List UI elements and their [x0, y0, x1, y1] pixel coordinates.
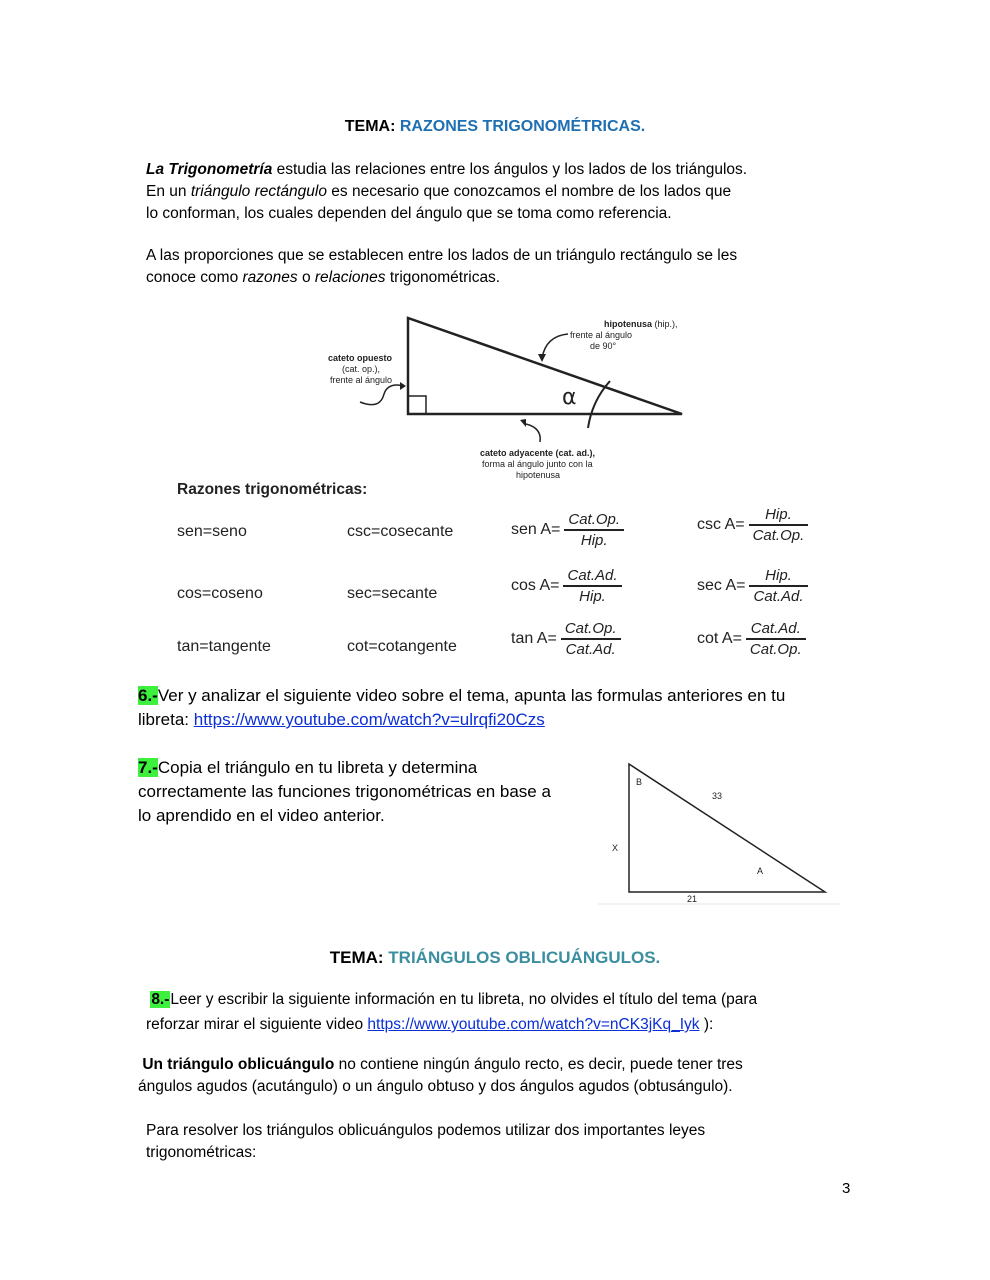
intro-italic: triángulo rectángulo	[190, 183, 327, 200]
alpha-symbol: α	[562, 385, 577, 410]
formula-label: cos A=	[511, 577, 560, 595]
formula-label: sen A=	[511, 521, 561, 539]
hyp-arrowhead	[538, 354, 546, 362]
question-text: ):	[699, 1016, 714, 1033]
formula-label: tan A=	[511, 630, 557, 648]
formula-label: sec A=	[697, 577, 746, 595]
question-number: 8.-	[151, 991, 170, 1008]
hyp-label-2: frente al ángulo	[570, 330, 633, 340]
fraction	[746, 620, 806, 658]
formula-sec	[697, 567, 808, 605]
formula-cos	[511, 567, 622, 605]
question-8	[146, 987, 846, 1037]
ratio-name: csc=cosecante	[347, 523, 454, 540]
oblique-text: no contiene ningún ángulo recto, es decir, puede tener tres	[334, 1056, 743, 1073]
exercise-triangle	[598, 755, 840, 907]
denominator: Cat.Op.	[752, 527, 805, 544]
trig-term: La Trigonometría	[146, 161, 273, 178]
formula-label: csc A=	[697, 516, 745, 534]
denominator: Hip.	[579, 588, 606, 605]
hyp-label-1: hipotenusa (hip.),	[604, 319, 678, 329]
vertex-b-label: B	[636, 777, 643, 787]
question-text: libreta:	[138, 710, 194, 729]
numerator: Cat.Op.	[561, 620, 621, 640]
oblique-text: ángulos agudos (acutángulo) o un ángulo obtuso y dos ángulos agudos (obtusángulo).	[138, 1078, 733, 1095]
intro-paragraph-2	[146, 245, 866, 289]
formula-tan	[511, 620, 621, 658]
intro-text: conoce como	[146, 269, 243, 286]
fraction	[563, 567, 621, 605]
question-text: reforzar mirar el siguiente video	[146, 1016, 368, 1033]
formula-sen	[511, 511, 624, 549]
opp-arrowhead	[400, 382, 406, 390]
intro-text: A las proporciones que se establecen entre los lados de un triángulo rectángulo se les	[146, 247, 738, 264]
oblique-text: trigonométricas:	[146, 1144, 257, 1161]
oblique-definition	[138, 1054, 858, 1098]
ratio-name: cos=coseno	[177, 585, 263, 602]
question-text: Leer y escribir la siguiente información en tu libreta, no olvides el título del tema (para	[170, 991, 758, 1008]
ratio-name: tan=tangente	[177, 638, 271, 655]
denominator: Cat.Op.	[749, 641, 802, 658]
numerator: Hip.	[749, 567, 807, 587]
numerator: Hip.	[749, 506, 809, 526]
numerator: Cat.Op.	[564, 511, 624, 531]
vertex-a-label: A	[757, 866, 764, 876]
numerator: Cat.Ad.	[746, 620, 806, 640]
adj-label-1: cateto adyacente (cat. ad.),	[480, 448, 596, 458]
video-link-2[interactable]: https://www.youtube.com/watch?v=nCK3jKq_Iyk	[367, 1016, 700, 1033]
opp-label-3: frente al ángulo	[330, 375, 393, 385]
hypotenuse-length: 33	[712, 791, 723, 801]
intro-text: trigonométricas.	[385, 269, 501, 286]
title-topic: TRIÁNGULOS OBLICUÁNGULOS.	[388, 948, 661, 967]
oblique-text: Para resolver los triángulos oblicuángulos podemos utilizar dos importantes leyes	[146, 1122, 706, 1139]
video-link-1[interactable]: https://www.youtube.com/watch?v=ulrqfi20Czs	[193, 710, 545, 729]
question-6	[138, 684, 838, 732]
formula-csc	[697, 506, 808, 544]
question-number: 7.-	[138, 758, 158, 777]
title-label: TEMA:	[344, 118, 396, 135]
ratio-name: sec=secante	[347, 585, 438, 602]
question-text: correctamente las funciones trigonométricas en base a	[138, 782, 551, 801]
denominator: Cat.Ad.	[753, 588, 804, 605]
title-topic: RAZONES TRIGONOMÉTRICAS.	[399, 118, 646, 135]
razones-heading: Razones trigonométricas:	[177, 481, 368, 498]
adj-arrow	[526, 424, 540, 442]
base-length: 21	[687, 894, 698, 904]
intro-text: es necesario que conozcamos el nombre de los lados que	[326, 183, 732, 200]
question-text: Copia el triángulo en tu libreta y determina	[157, 758, 478, 777]
oblique-laws-intro	[146, 1120, 866, 1164]
formula-label: cot A=	[697, 630, 742, 648]
right-triangle-diagram	[320, 306, 700, 481]
opp-label-1: cateto opuesto	[328, 353, 393, 363]
denominator: Cat.Ad.	[565, 641, 616, 658]
intro-text: En un	[146, 183, 191, 200]
ratio-name: cot=cotangente	[347, 638, 457, 655]
formula-cot	[697, 620, 806, 658]
title-label: TEMA:	[329, 948, 384, 967]
intro-text: estudia las relaciones entre los ángulos y los lados de los triángulos.	[272, 161, 748, 178]
right-angle-marker	[408, 396, 426, 414]
hyp-arrow	[542, 334, 568, 358]
opp-arrow	[360, 385, 404, 405]
fraction	[749, 567, 807, 605]
intro-text: lo conforman, los cuales dependen del ángulo que se toma como referencia.	[146, 205, 672, 222]
fraction	[561, 620, 621, 658]
oblique-term: Un triángulo oblicuángulo	[142, 1056, 335, 1073]
question-number: 6.-	[138, 686, 158, 705]
adj-label-3: hipotenusa	[516, 470, 561, 480]
question-text: Ver y analizar el siguiente video sobre el tema, apunta las formulas anteriores en tu	[157, 686, 786, 705]
triangle-shape	[408, 318, 682, 414]
hyp-label-3: de 90°	[590, 341, 617, 351]
question-text: lo aprendido en el video anterior.	[138, 806, 385, 825]
adj-label-2: forma al ángulo junto con la	[482, 459, 593, 469]
section-title-razones	[0, 118, 990, 136]
adj-arrowhead	[520, 419, 526, 427]
fraction	[564, 511, 624, 549]
side-x-label: X	[612, 843, 619, 853]
intro-italic: razones	[242, 269, 298, 286]
question-7	[138, 756, 588, 828]
intro-text: o	[297, 269, 315, 286]
exercise-triangle-shape	[629, 764, 825, 892]
ratio-name: sen=seno	[177, 523, 247, 540]
opp-label-2: (cat. op.),	[342, 364, 381, 374]
intro-paragraph-1	[146, 159, 866, 225]
denominator: Hip.	[580, 532, 608, 549]
fraction	[749, 506, 809, 544]
section-title-oblicuangulos	[0, 948, 990, 968]
page-number: 3	[842, 1180, 851, 1197]
numerator: Cat.Ad.	[563, 567, 621, 587]
intro-italic: relaciones	[314, 269, 386, 286]
